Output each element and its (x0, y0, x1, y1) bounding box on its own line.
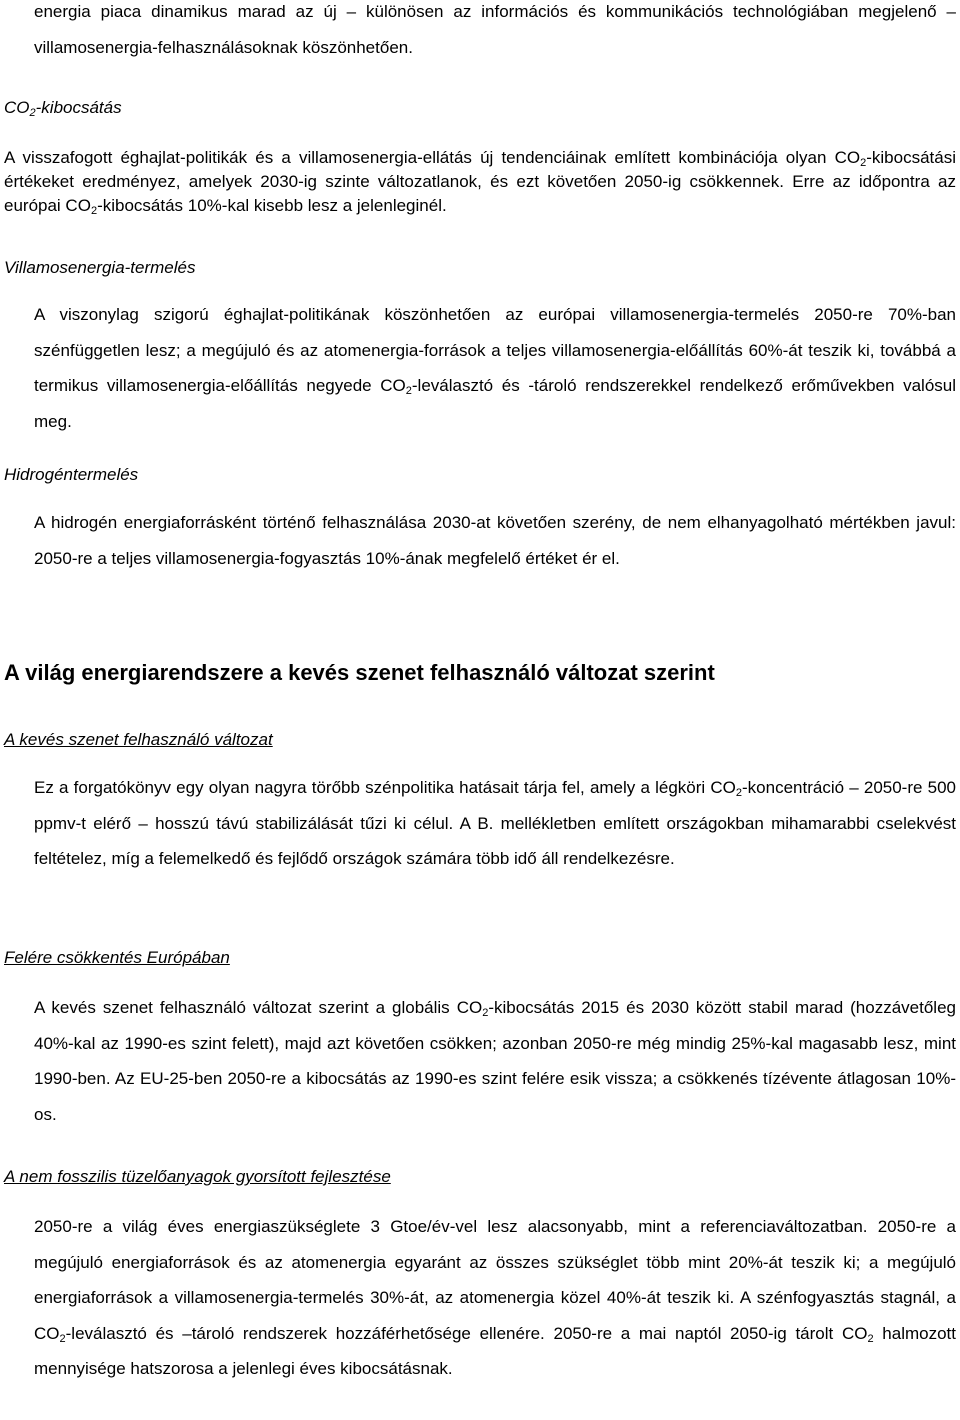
felere-text-a: A kevés szenet felhasználó változat szerint a globális CO (34, 998, 483, 1017)
villamos-text-b: -leválasztó és -tároló rendszerekkel rendelkező erőművekben valósul meg. (34, 376, 957, 431)
co2-sub-2: 2 (90, 205, 98, 217)
co2-heading (4, 98, 122, 118)
hidrogen-paragraph: A hidrogén energiaforrásként történő felhasználása 2030-at követően szerény, de nem elhanyagolható mértékben javul: 2050-re a teljes villamosenergia-fogyasztás 10%-ának megfelelő értéket ér el. (34, 513, 956, 568)
nemfosszilis-heading: A nem fosszilis tüzelőanyagok gyorsított fejlesztése (4, 1167, 391, 1186)
villamos-paragraph (34, 297, 956, 439)
villamos-sub: 2 (405, 385, 412, 397)
keves-text-a: Ez a forgatókönyv egy olyan nagyra törőbb szénpolitika hatásait tárja fel, amely a légköri CO (34, 778, 736, 797)
nemfosszilis-paragraph (34, 1209, 956, 1387)
villamos-text-a: A viszonylag szigorú éghajlat-politikának köszönhetően az európai villamosenergia-termelés 2050-re 70%-ban szénfüggetlen lesz; a megújuló és az atomenergia-források a teljes villamosenergia-előállítás 60%-át teszik ki, továbbá a termikus villamosenergia-előállítás negyede CO (34, 305, 956, 395)
keves-heading: A kevés szenet felhasználó változat (4, 730, 273, 749)
nemfosszilis-sub-2: 2 (867, 1332, 874, 1345)
co2-sub-1: 2 (860, 157, 867, 169)
co2-text-c: -kibocsátás 10%-kal kisebb lesz a jelenleginél. (97, 196, 447, 215)
intro-paragraph (34, 0, 956, 65)
co2-paragraph (4, 146, 956, 218)
hidrogen-heading: Hidrogéntermelés (4, 465, 139, 484)
keves-paragraph (34, 770, 956, 877)
keves-sub: 2 (735, 787, 742, 799)
felere-sub: 2 (482, 1007, 489, 1019)
main-title: A világ energiarendszere a kevés szenet felhasználó változat szerint (4, 660, 715, 685)
intro-text: energia piaca dinamikus marad az új – különösen az információs és kommunikációs technológiában megjelenő – villamosenergia-felhasználásoknak köszönhetően. (34, 2, 956, 57)
co2-heading-a: CO (4, 98, 30, 117)
nemfosszilis-sub-1: 2 (59, 1332, 66, 1345)
co2-text-b: -kibocsátási értékeket eredményez, amelyek 2030-ig szinte változatlanok, és ezt követően 2050-ig csökkennek. Erre az időpontra az európai CO (4, 148, 956, 215)
felere-paragraph (34, 990, 956, 1132)
villamos-heading: Villamosenergia-termelés (4, 258, 196, 277)
co2-heading-sub: 2 (29, 107, 36, 119)
felere-heading: Felére csökkentés Európában (4, 948, 230, 967)
felere-text-b: -kibocsátás 2015 és 2030 között stabil marad (hozzávetőleg 40%-kal az 1990-es szint felett), majd azt követően csökken; azonban 2050-re még mindig 25%-kal magasabb lesz, mint 1990-ben. Az EU-25-ben 2050-re a kibocsátás az 1990-es szint felére esik vissza; a csökkenés tízévente átlagosan 10%-os. (34, 998, 956, 1124)
keves-text-b: -koncentráció – 2050-re 500 ppmv-t elérő – hosszú távú stabilizálását tűzi ki célul. A B. mellékletben említett országokban mihamarabbi cselekvést feltételez, míg a felemelkedő és fejlődő országok számára több idő áll rendelkezésre. (34, 778, 957, 868)
nemfosszilis-text-b: -leválasztó és –tároló rendszerek hozzáférhetősége ellenére. 2050-re a mai naptól 2050-ig tárolt CO (65, 1323, 868, 1343)
nemfosszilis-text-a: 2050-re a világ éves energiaszükséglete 3 Gtoe/év-vel lesz alacsonyabb, mint a referenciaváltozatban. 2050-re a megújuló energiaforrások és az atomenergia egyaránt az összes szükséglet több mint 20%-át teszik ki; a megújuló energiaforrások a villamosenergia-termelés 30%-át, az atomenergia közel 40%-át teszik ki. A szénfogyasztás stagnál, a CO (34, 1217, 956, 1343)
nemfosszilis-text-c: halmozott mennyisége hatszorosa a jelenlegi éves kibocsátásnak. (34, 1323, 956, 1378)
co2-heading-b: -kibocsátás (35, 98, 122, 117)
co2-text-a: A visszafogott éghajlat-politikák és a villamosenergia-ellátás új tendenciáinak említett kombinációja olyan CO (4, 148, 861, 167)
